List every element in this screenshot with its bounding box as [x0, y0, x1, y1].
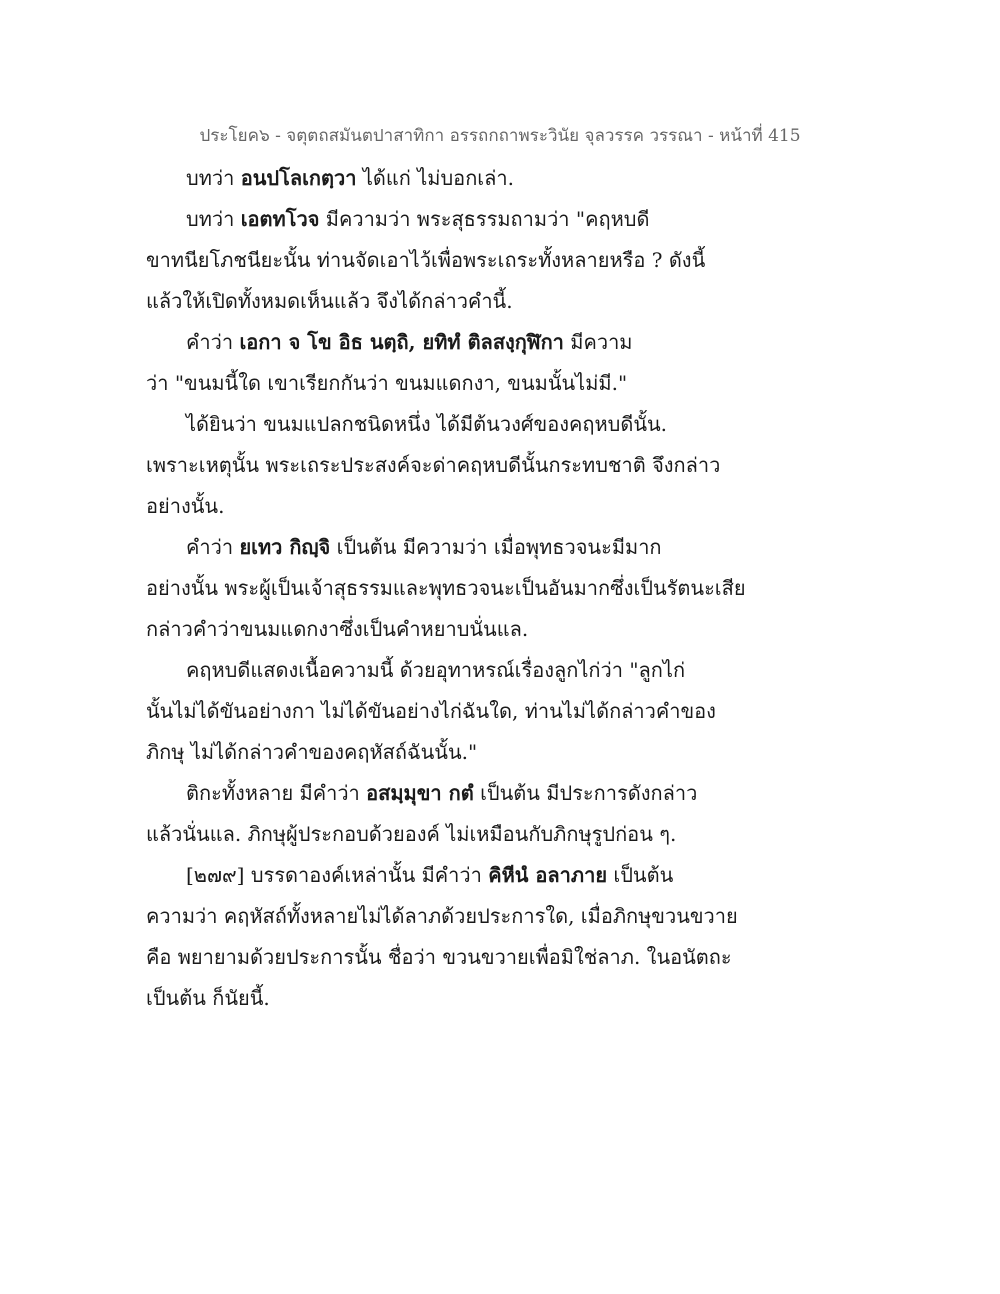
text-run: ว่า "ขนมนี้ใด เขาเรียกกันว่า ขนมแดกงา, ขนมนั้นไม่มี."	[146, 371, 628, 395]
text-line	[146, 486, 746, 527]
bold-term: เอตทโวจ	[240, 207, 320, 231]
bold-term: อนปโลเกตฺวา	[240, 166, 357, 190]
text-run: คำว่า	[186, 535, 240, 559]
text-line	[146, 363, 746, 404]
text-line	[146, 445, 746, 486]
text-run: แล้วนั่นแล. ภิกษุผู้ประกอบด้วยองค์ ไม่เหมือนกับภิกษุรูปก่อน ๆ.	[146, 822, 677, 846]
text-run: ภิกษุ ไม่ได้กล่าวคำของคฤหัสถ์ฉันนั้น."	[146, 740, 478, 764]
paragraph	[146, 650, 746, 773]
paragraph	[146, 773, 746, 855]
text-line	[146, 568, 746, 609]
paragraph	[146, 527, 746, 650]
text-run: เป็นต้น ก็นัยนี้.	[146, 986, 270, 1010]
text-run: แล้วให้เปิดทั้งหมดเห็นแล้ว จึงได้กล่าวคำนี้.	[146, 289, 513, 313]
paragraph	[146, 322, 746, 404]
text-line	[146, 281, 746, 322]
text-run: กล่าวคำว่าขนมแดกงาซึ่งเป็นคำหยาบนั่นแล.	[146, 617, 529, 641]
bold-term: คิหีนํ อลาภาย	[488, 863, 608, 887]
text-run: อย่างนั้น พระผู้เป็นเจ้าสุธรรมและพุทธวจนะเป็นอันมากซึ่งเป็นรัตนะเสีย	[146, 576, 746, 600]
paragraph	[146, 158, 746, 199]
bold-term: อสมฺมุขา กตํ	[366, 781, 474, 805]
text-run: นั้นไม่ได้ขันอย่างกา ไม่ได้ขันอย่างไก่ฉันใด, ท่านไม่ได้กล่าวคำของ	[146, 699, 716, 723]
document-body	[146, 158, 746, 1019]
text-run: ขาทนียโภชนียะนั้น ท่านจัดเอาไว้เพื่อพระเถระทั้งหลายหรือ ? ดังนี้	[146, 248, 706, 272]
paragraph	[146, 855, 746, 1019]
paragraph	[146, 404, 746, 527]
text-line	[146, 978, 746, 1019]
bold-term: ยเทว กิญฺจิ	[239, 535, 331, 559]
text-line	[146, 855, 746, 896]
text-line	[146, 240, 746, 281]
text-line	[146, 322, 746, 363]
text-line	[146, 937, 746, 978]
text-line	[146, 527, 746, 568]
text-line	[146, 691, 746, 732]
paragraph	[146, 199, 746, 322]
text-run: เป็นต้น	[607, 863, 674, 887]
text-run: เป็นต้น มีประการดังกล่าว	[473, 781, 698, 805]
text-run: บทว่า	[186, 166, 241, 190]
text-line	[146, 650, 746, 691]
text-run: คฤหบดีแสดงเนื้อความนี้ ด้วยอุทาหรณ์เรื่องลูกไก่ว่า "ลูกไก่	[186, 658, 686, 682]
text-run: มีความว่า พระสุธรรมถามว่า "คฤหบดี	[319, 207, 650, 231]
text-run: ได้แก่ ไม่บอกเล่า.	[356, 166, 514, 190]
text-run: ติกะทั้งหลาย มีคำว่า	[186, 781, 367, 805]
text-line	[146, 404, 746, 445]
text-line	[146, 199, 746, 240]
text-run: อย่างนั้น.	[146, 494, 225, 518]
text-run: บทว่า	[186, 207, 241, 231]
text-run: มีความ	[563, 330, 633, 354]
bold-term: เอกา จ โข อิธ นตฺถิ, ยทิทํ ติลสงฺกุฬิกา	[239, 330, 564, 354]
text-run: เป็นต้น มีความว่า เมื่อพุทธวจนะมีมาก	[330, 535, 662, 559]
text-line	[146, 158, 746, 199]
page-header: ประโยค๖ - จตุตถสมันตปาสาทิกา อรรถกถาพระวินัย จุลวรรค วรรณา - หน้าที่ 415	[199, 126, 801, 146]
text-line	[146, 896, 746, 937]
text-line	[146, 609, 746, 650]
text-run: ความว่า คฤหัสถ์ทั้งหลายไม่ได้ลาภด้วยประการใด, เมื่อภิกษุขวนขวาย	[146, 904, 738, 928]
text-line	[146, 773, 746, 814]
text-run: คือ พยายามด้วยประการนั้น ชื่อว่า ขวนขวายเพื่อมิใช่ลาภ. ในอนัตถะ	[146, 945, 732, 969]
text-line	[146, 732, 746, 773]
text-run: เพราะเหตุนั้น พระเถระประสงค์จะด่าคฤหบดีนั้นกระทบชาติ จึงกล่าว	[146, 453, 721, 477]
text-line	[146, 814, 746, 855]
text-run: คำว่า	[186, 330, 240, 354]
text-run: [๒๗๙] บรรดาองค์เหล่านั้น มีคำว่า	[186, 863, 489, 887]
text-run: ได้ยินว่า ขนมแปลกชนิดหนึ่ง ได้มีต้นวงศ์ของคฤหบดีนั้น.	[186, 412, 668, 436]
